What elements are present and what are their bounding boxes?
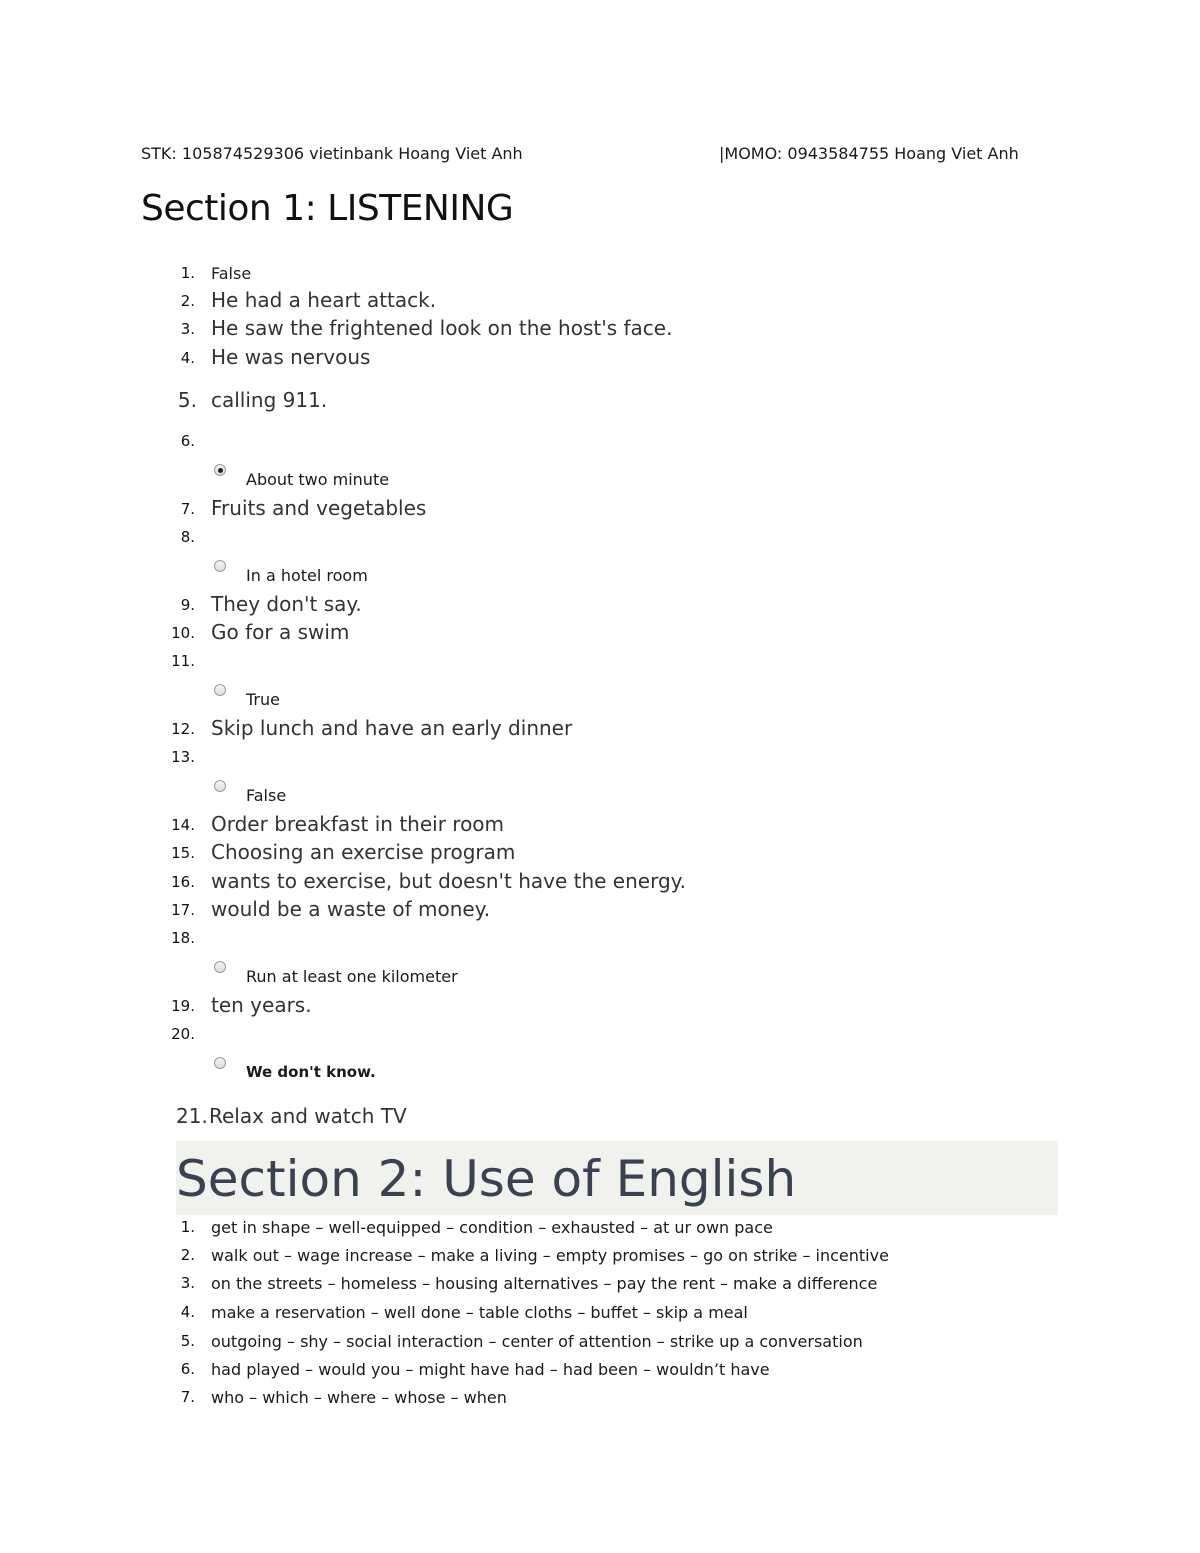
list-item	[141, 620, 1061, 648]
item-number: 11.	[171, 652, 195, 670]
list-item	[141, 388, 1061, 416]
radio-button-icon[interactable]	[214, 961, 226, 973]
momo-account-text: |MOMO: 0943584755 Hoang Viet Anh	[719, 144, 1019, 163]
list-item	[141, 993, 1061, 1021]
item-number: 4.	[180, 349, 195, 367]
item-number: 16.	[171, 873, 195, 891]
item-text: wants to exercise, but doesn't have the energy.	[211, 869, 686, 893]
item-number: 2.	[180, 292, 195, 310]
item-number: 1.	[180, 1218, 195, 1236]
radio-option-label: True	[246, 690, 280, 709]
radio-option-label: About two minute	[246, 470, 390, 489]
item-number: 5.	[177, 388, 197, 412]
radio-option-label: In a hotel room	[246, 566, 368, 585]
item-text: He was nervous	[211, 345, 371, 369]
section-2-title: Section 2: Use of English	[176, 1150, 797, 1208]
list-item	[141, 432, 1061, 460]
list-item	[141, 1104, 1061, 1132]
radio-option[interactable]	[212, 464, 712, 492]
item-text: had played – would you – might have had – had been – wouldn’t have	[211, 1360, 770, 1379]
list-item	[141, 528, 1061, 556]
radio-button-icon[interactable]	[214, 560, 226, 572]
item-text: Relax and watch TV	[209, 1104, 407, 1128]
list-item	[141, 1274, 1061, 1300]
item-number: 14.	[171, 816, 195, 834]
item-text: on the streets – homeless – housing alternatives – pay the rent – make a difference	[211, 1274, 878, 1293]
list-item	[141, 716, 1061, 744]
item-text: Skip lunch and have an early dinner	[211, 716, 573, 740]
radio-option[interactable]	[212, 684, 712, 712]
item-text: make a reservation – well done – table cloths – buffet – skip a meal	[211, 1303, 748, 1322]
item-text: walk out – wage increase – make a living – empty promises – go on strike – incentive	[211, 1246, 889, 1265]
radio-option[interactable]	[212, 1057, 712, 1085]
radio-button-icon[interactable]	[214, 684, 226, 696]
item-text: He saw the frightened look on the host's face.	[211, 316, 673, 340]
item-number: 18.	[171, 929, 195, 947]
list-item	[141, 929, 1061, 957]
item-number: 17.	[171, 901, 195, 919]
item-number: 19.	[171, 997, 195, 1015]
list-item	[141, 1360, 1061, 1386]
item-number: 3.	[180, 1274, 195, 1292]
list-item	[141, 1218, 1061, 1244]
radio-button-icon[interactable]	[214, 780, 226, 792]
item-number: 20.	[171, 1025, 195, 1043]
section-1-title: Section 1: LISTENING	[141, 188, 514, 229]
item-text: False	[211, 264, 252, 283]
list-item	[141, 812, 1061, 840]
list-item	[141, 496, 1061, 524]
item-text: Fruits and vegetables	[211, 496, 427, 520]
list-item	[141, 1246, 1061, 1272]
list-item	[141, 1303, 1061, 1329]
account-header	[141, 144, 1056, 168]
item-text: ten years.	[211, 993, 312, 1017]
list-item	[141, 592, 1061, 620]
radio-option[interactable]	[212, 961, 712, 989]
list-item	[141, 1025, 1061, 1053]
list-item	[141, 652, 1061, 680]
list-item	[141, 316, 1061, 344]
item-text: get in shape – well-equipped – condition – exhausted – at ur own pace	[211, 1218, 773, 1237]
radio-button-checked-icon[interactable]	[214, 464, 226, 476]
radio-option-label: Run at least one kilometer	[246, 967, 458, 986]
radio-button-icon[interactable]	[214, 1057, 226, 1069]
bank-account-text: STK: 105874529306 vietinbank Hoang Viet Anh	[141, 144, 523, 163]
item-number: 8.	[180, 528, 195, 546]
list-item	[141, 288, 1061, 316]
radio-option[interactable]	[212, 780, 712, 808]
item-number: 6.	[180, 432, 195, 450]
list-item	[141, 1388, 1061, 1414]
item-number: 2.	[180, 1246, 195, 1264]
list-item	[141, 1332, 1061, 1358]
item-number: 10.	[171, 624, 195, 642]
item-number: 7.	[180, 500, 195, 518]
item-number: 5.	[180, 1332, 195, 1350]
item-number: 3.	[180, 320, 195, 338]
radio-option-label: We don't know.	[246, 1063, 376, 1081]
item-number: 7.	[180, 1388, 195, 1406]
item-text: Choosing an exercise program	[211, 840, 516, 864]
item-number: 4.	[180, 1303, 195, 1321]
list-item	[141, 345, 1061, 373]
item-text: outgoing – shy – social interaction – center of attention – strike up a conversation	[211, 1332, 863, 1351]
item-text: They don't say.	[211, 592, 362, 616]
item-text: He had a heart attack.	[211, 288, 437, 312]
item-number: 9.	[180, 596, 195, 614]
item-text: Order breakfast in their room	[211, 812, 505, 836]
item-number: 13.	[171, 748, 195, 766]
radio-option-label: False	[246, 786, 287, 805]
item-number: 15.	[171, 844, 195, 862]
list-item	[141, 869, 1061, 897]
item-text: who – which – where – whose – when	[211, 1388, 507, 1407]
list-item	[141, 748, 1061, 776]
list-item	[141, 840, 1061, 868]
item-number: 1.	[180, 264, 195, 282]
item-text: would be a waste of money.	[211, 897, 491, 921]
item-text: Go for a swim	[211, 620, 350, 644]
item-number: 21.	[176, 1104, 208, 1128]
item-number: 6.	[180, 1360, 195, 1378]
list-item	[141, 897, 1061, 925]
item-number: 12.	[171, 720, 195, 738]
item-text: calling 911.	[211, 388, 328, 412]
radio-option[interactable]	[212, 560, 712, 588]
